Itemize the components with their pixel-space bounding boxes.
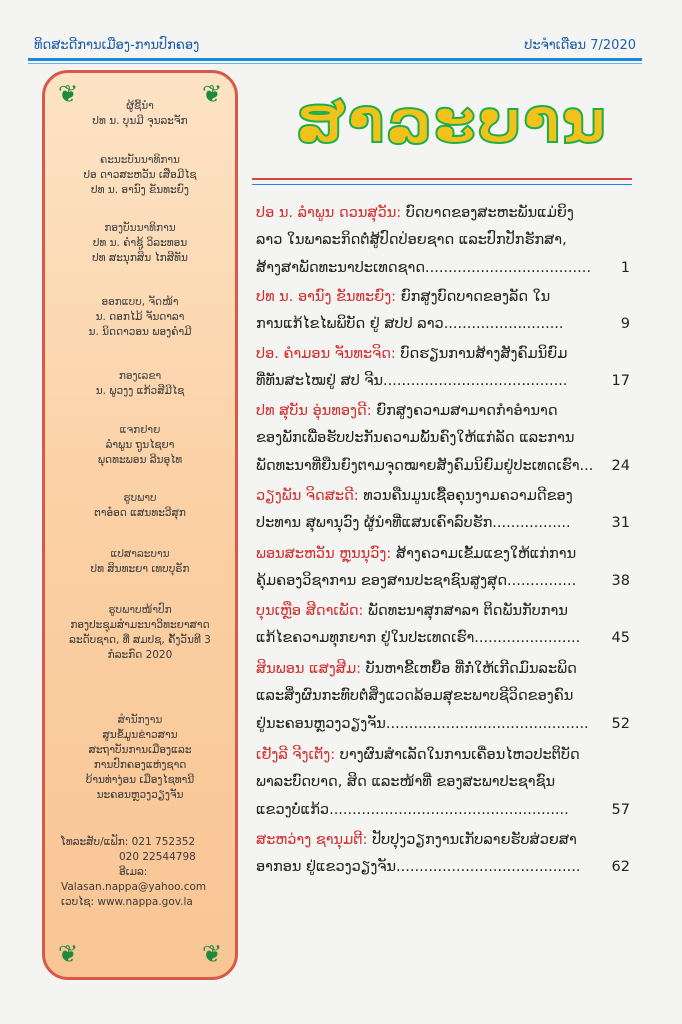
section-line: ນ. ດອກໄມ້ ຈັນດາລາ <box>95 311 185 323</box>
section-line: ສູນຂໍ້ມູນຂ່າວສານ <box>102 729 178 741</box>
toc-text: ບົດຮຽນການສ້າງສັງຄົມນິຍົມ <box>400 346 568 362</box>
contact-website: ເວບໄຊ: www.nappa.gov.la <box>61 896 193 908</box>
corner-ornament-icon: ❦ <box>57 940 79 968</box>
sidebar-section <box>45 713 235 803</box>
sidebar-section <box>45 423 235 468</box>
toc-entry[interactable] <box>256 284 632 339</box>
section-line: ສະຖາບັນການເມືອງແລະ <box>88 744 192 756</box>
toc-page-number: 62 <box>611 859 630 876</box>
sidebar-section <box>45 99 235 129</box>
contact-phone: ໂທລະສັບ/ແຟັກ: 021 752352 <box>61 836 196 848</box>
page-title: ສາລະບານ <box>296 87 608 157</box>
toc-page-number: 57 <box>611 801 630 818</box>
section-role: ອອກແບບ, ຈັດໜ້າ <box>101 296 179 308</box>
section-line: ລຳພູນ ຖູນໄຊຍາ <box>105 439 175 451</box>
section-line: ຕາອ໋ອດ ແສນທະວີສຸກ <box>94 507 186 519</box>
toc-text: ຍົກສູງບົດບາດຂອງລັດ ໃນ <box>400 289 551 305</box>
section-line: ການປົກຄອງແຫ່ງຊາດ <box>93 759 187 771</box>
toc-text: ຍົກສູງຄວາມສາມາດກຳອຳນາດ <box>376 403 558 419</box>
contact-email: Valasan.nappa@yahoo.com <box>61 881 207 893</box>
toc-text: ຢູ່ນະຄອນຫຼວງວຽງຈັນ............................................ <box>256 715 589 732</box>
toc-author: ປທ ນ. ອານົງ ຂັນທະຍົງ: <box>256 289 397 305</box>
toc-author: ປອ. ຄຳມອນ ຈັນທະຈິດ: <box>256 346 396 362</box>
section-line: ບ້ານທ່າງ່ອນ ເມືອງໄຊທານີ <box>85 774 195 786</box>
toc-page-number: 9 <box>620 316 630 333</box>
toc-page-number: 1 <box>620 259 630 276</box>
section-line: ປທ ສະນຸກສິນ ໄກສີທັນ <box>92 252 188 264</box>
toc-entry[interactable] <box>256 483 632 538</box>
toc-text: ບັນຫາຂີ້ເຫຍື້ອ ທີ່ກໍ່ໃຫ້ເກີດມົນລະພິດ <box>365 661 577 677</box>
title-rule-thin <box>252 184 632 185</box>
sidebar-section <box>45 369 235 399</box>
toc-page-number: 52 <box>611 715 630 732</box>
section-line: ປທ ນ. ອານົງ ຂັນທະຍົງ <box>91 184 189 196</box>
toc-text: ພາລະບົດບາດ, ສິດ ແລະໜ້າທີ່ ຂອງສະພາປະຊາຊົນ <box>256 774 556 791</box>
toc-text: ສ້າງສາພັດທະນາປະເທດຊາດ.................................... <box>256 259 591 276</box>
title-rule <box>252 178 632 180</box>
toc-text: ລາວ ໃນພາລະກິດຕໍ່ສູ້ປົດປ່ອຍຊາດ ແລະປົກປັກຮັກສາ, <box>256 232 567 249</box>
toc-text: ສ້າງຄວາມເຂັ້ມແຂງໃຫ້ແກ່ການ <box>395 546 577 562</box>
toc-entry[interactable] <box>256 341 632 396</box>
toc-text: ທວນຄືນມູນເຊື້ອຄຸນງາມຄວາມດີຂອງ <box>363 488 573 504</box>
toc-text: ການແກ້ໄຂໄພພິບັດ ຢູ່ ສປປ ລາວ.......................... <box>256 316 564 333</box>
section-line: ປທ ນ. ຄຳຊູ້ ວິລະທອນ <box>92 237 188 249</box>
toc-page-number: 17 <box>611 373 630 390</box>
section-line: ປທ ນ. ບຸນມີ ຈຸນລະຈັກ <box>92 115 188 127</box>
section-role: ຜູ້ຊີ້ນຳ <box>126 100 154 112</box>
toc-author: ປອ ນ. ລຳພູນ ດວນສຸວັນ: <box>256 205 402 221</box>
toc-text: ບາງຜົນສຳເລັດໃນການເຄື່ອນໄຫວປະຕິບັດ <box>339 747 580 763</box>
corner-ornament-icon: ❦ <box>201 940 223 968</box>
toc-text: ປະທານ ສຸພານຸວົງ ຜູ້ນຳທີ່ແສນເຄົາລົບຮັກ................. <box>256 515 571 532</box>
toc-author: ປທ ສຸບັນ ອຸ່ນທອງດີ: <box>256 403 372 419</box>
sidebar-section <box>45 295 235 340</box>
section-line: ນ. ພູວງງ ແກ້ວສີມີໄຊ <box>95 385 185 397</box>
section-line: ລະດັບຊາດ, ທີ່ ສມປຊ, ຄັ້ງວັນທີ 3 <box>69 634 211 646</box>
toc-page-number: 45 <box>611 630 630 647</box>
section-role: ຄະນະບັນນາທິການ <box>100 154 180 166</box>
toc-text: ພັດທະນາທີ່ຍືນຍົງຕາມຈຸດໝາຍສັງຄົມນິຍົມຢູ່ປະເທດເຮົາ... <box>256 457 594 474</box>
toc-author: ບຸນເຫຼືອ ສີດາເພັດ: <box>256 603 364 619</box>
sidebar-section <box>45 153 235 198</box>
section-line: ປອ ດາວສະຫວັນ ເສືອມີໄຊ <box>83 169 197 181</box>
section-role: ຮູບພາບ <box>123 492 157 504</box>
toc-text: ແລະສິ່ງຜົນກະທົບຕໍ່ສິ່ງແວດລ້ອມສຸຂະພາບຊີວິດຂອງຄົນ <box>256 688 574 705</box>
section-role: ຮູບພາບໜ້າປົກ <box>108 604 172 616</box>
toc-entry[interactable] <box>256 827 632 882</box>
running-header <box>28 36 642 58</box>
section-role: ກອງບັນນາທິການ <box>104 222 176 234</box>
section-role: ແຈກຢາຍ <box>119 424 161 436</box>
contact-email-label: ອີເມລ: <box>119 866 148 878</box>
toc-text: ອາກອນ ຢູ່ແຂວງວຽງຈັນ........................................ <box>256 859 581 876</box>
toc-page-number: 38 <box>611 573 630 590</box>
section-role: ແປສາລະບານ <box>110 548 170 560</box>
section-line: ພຸດທະພອນ ລີນອຸໄທ <box>97 454 183 466</box>
corner-ornament-icon: ❦ <box>201 80 223 108</box>
header-rule-thin <box>28 63 642 64</box>
corner-ornament-icon: ❦ <box>57 80 79 108</box>
toc-entry[interactable] <box>256 541 632 596</box>
section-line: ນະຄອນຫຼວງວຽງຈັນ <box>96 789 184 801</box>
toc-text: ແຂວງບໍ່ແກ້ວ.................................................... <box>256 801 569 818</box>
section-role: ກອງເລຂາ <box>118 370 162 382</box>
section-line: ປທ ສິນທະຍາ ເທບບຸຣັກ <box>90 563 190 575</box>
section-line: ກໍລະກົດ 2020 <box>107 649 173 661</box>
sidebar-section <box>45 491 235 521</box>
toc-author: ວຽງພັນ ຈິດສະດີ: <box>256 488 359 504</box>
toc-author: ພອນສະຫວັນ ຫຼຸນນຸວົງ: <box>256 546 392 562</box>
toc-text: ປັບປຸງວຽກງານເກັບລາຍຮັບສ່ວຍສາ <box>372 832 577 848</box>
toc-text: ບົດບາດຂອງສະຫະພັນແມ່ຍິງ <box>405 205 574 221</box>
sidebar-contact <box>45 835 235 910</box>
toc-text: ພັດທະນາສຸກສາລາ ຕິດພັນກັບການ <box>368 603 568 619</box>
toc-text: ແກ້ໄຂຄວາມທຸກຍາກ ຢູ່ໃນປະເທດເຮົາ....................... <box>256 630 581 647</box>
sidebar-section <box>45 547 235 577</box>
header-rule <box>28 58 642 61</box>
sidebar-section <box>45 221 235 266</box>
toc-text: ຂອງພັກເພື່ອຮັບປະກັນຄວາມພັ້ນຄົງໃຫ້ແກ່ລັດ ແລະການ <box>256 430 575 447</box>
toc-entry[interactable] <box>256 598 632 653</box>
section-line: ນ. ນິດດາວອນ ພອງຄຳມີ <box>88 326 192 338</box>
sidebar-section <box>45 603 235 663</box>
contact-phone-2: 020 22544798 <box>119 851 196 863</box>
toc-text: ຄຸ້ມຄອງວິຊາການ ຂອງສານປະຊາຊົນສູງສຸດ............... <box>256 573 577 590</box>
toc-author: ສິນພອນ ແສງສີມ: <box>256 661 362 677</box>
section-line: ກອງປະຊຸມສຳມະນາວິທະຍາສາດ <box>70 619 210 631</box>
toc-page-number: 24 <box>611 457 630 474</box>
section-role: ສຳນັກງານ <box>117 714 163 726</box>
toc-author: ສະຫວ່າງ ຊານຸມຕີ: <box>256 832 368 848</box>
toc-author: ເຢັງລີ ຈີງເຕັງ: <box>256 747 336 763</box>
toc-entry[interactable] <box>256 742 632 824</box>
header-issue: ປະຈຳເດືອນ 7/2020 <box>524 38 636 53</box>
toc-entry[interactable] <box>256 200 632 282</box>
editorial-sidebar <box>42 70 238 980</box>
toc-page-number: 31 <box>611 515 630 532</box>
toc-text: ທີ່ທັນສະໄໝຢູ່ ສປ ຈີນ........................................ <box>256 373 568 390</box>
toc-entry[interactable] <box>256 398 632 480</box>
toc-entry[interactable] <box>256 656 632 738</box>
header-journal-name: ທິດສະດີການເມືອງ-ການປົກຄອງ <box>34 38 200 53</box>
